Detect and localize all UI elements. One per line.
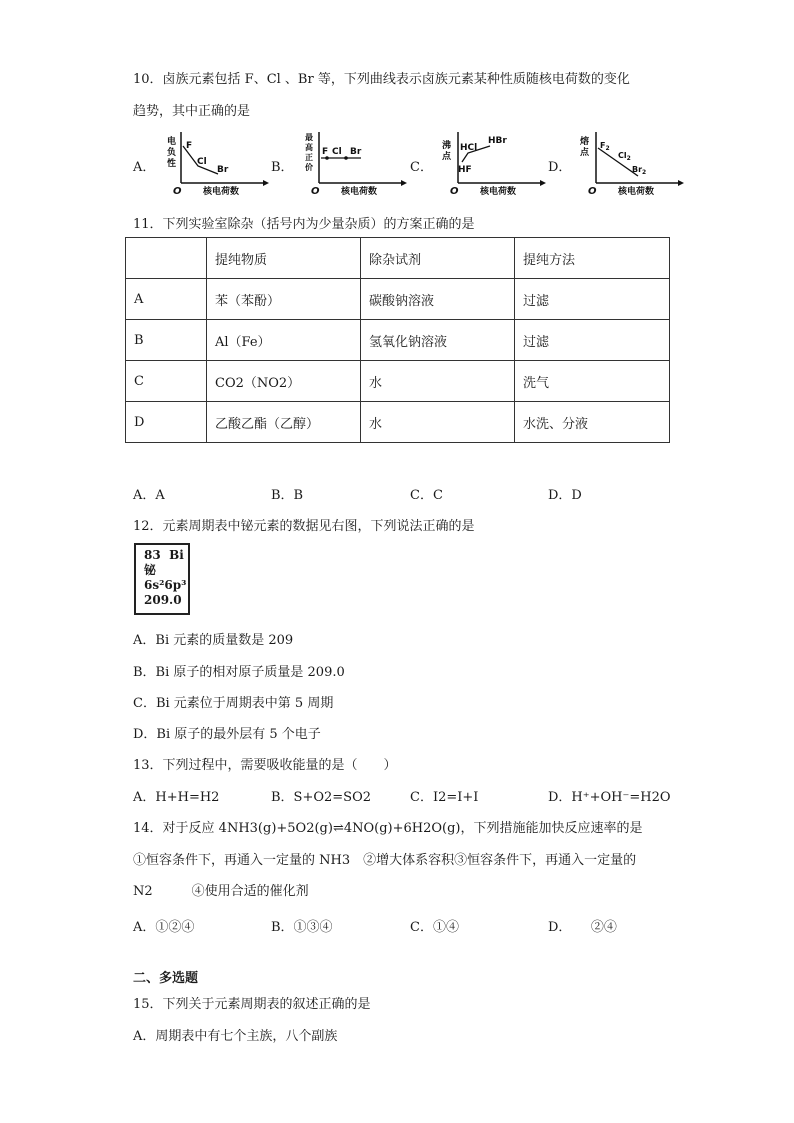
- y-axis-label-1: 电: [167, 137, 177, 147]
- header-cell: [126, 238, 207, 279]
- table-cell: D: [126, 402, 207, 443]
- element-card-top: [144, 548, 188, 563]
- point-label-cl: Cl: [197, 157, 207, 167]
- origin-label: O: [588, 186, 597, 197]
- q12-stem: 12．元素周期表中铋元素的数据见右图，下列说法正确的是: [133, 519, 475, 534]
- origin-label: O: [311, 186, 320, 197]
- q13-stem: 13．下列过程中，需要吸收能量的是（ ）: [133, 758, 397, 773]
- section-heading: 二、多选题: [133, 971, 199, 986]
- y-axis-label-3: 性: [167, 159, 177, 169]
- option-b[interactable]: B．B: [271, 488, 304, 503]
- table-row: [126, 320, 670, 361]
- option-c[interactable]: C．①④: [410, 920, 459, 935]
- q12-option-d[interactable]: D．Bi 原子的最外层有 5 个电子: [133, 727, 321, 742]
- table-cell: 过滤: [515, 279, 670, 320]
- table-cell: A: [126, 279, 207, 320]
- point-label-br: Br: [350, 147, 362, 157]
- table-cell: 碳酸钠溶液: [361, 279, 515, 320]
- option-d[interactable]: D．D: [548, 488, 582, 503]
- table-cell: 水: [361, 402, 515, 443]
- point-label-f: F: [322, 147, 329, 157]
- q14-conditions-line2: N2 ④使用合适的催化剂: [133, 884, 309, 899]
- x-axis-label: 核电荷数: [341, 187, 378, 197]
- y-axis-label-1: 最: [305, 133, 313, 142]
- q12-option-a[interactable]: A．Bi 元素的质量数是 209: [133, 633, 294, 648]
- table-cell: 过滤: [515, 320, 670, 361]
- option-letter: A．: [133, 160, 156, 175]
- q10-chart-a: [163, 128, 273, 198]
- table-cell: 氢氧化钠溶液: [361, 320, 515, 361]
- point-label-f2: $F_2$: [600, 141, 610, 152]
- option-d[interactable]: D． ②④: [548, 920, 617, 935]
- q14-conditions-line1: ①恒容条件下，再通入一定量的 NH3 ②增大体系容积③恒容条件下，再通入一定量的: [133, 853, 637, 868]
- element-name: 铋: [144, 563, 157, 577]
- table-row: [126, 279, 670, 320]
- element-symbol: Bi: [169, 548, 184, 562]
- table-cell: CO2（NO2）: [207, 361, 361, 402]
- point-label-br: Br: [217, 165, 229, 175]
- table-cell: Al（Fe）: [207, 320, 361, 361]
- table-row: [126, 361, 670, 402]
- origin-label: O: [450, 186, 459, 197]
- header-cell: 提纯方法: [515, 238, 670, 279]
- q14-stem: 14．对于反应 4NH3(g)+5O2(g)⇌4NO(g)+6H2O(g)，下列措施能加快反应速率的是: [133, 821, 643, 836]
- y-axis-label-1: 熔: [580, 137, 590, 147]
- option-d[interactable]: D．H⁺+OH⁻=H2O: [548, 790, 671, 805]
- point-label-cl: Cl: [332, 147, 342, 157]
- point-label-hcl: HCl: [460, 143, 478, 153]
- option-a[interactable]: A．H+H=H2: [133, 790, 220, 805]
- table-cell: 水: [361, 361, 515, 402]
- x-axis-label: 核电荷数: [203, 187, 240, 197]
- option-b[interactable]: B．①③④: [271, 920, 333, 935]
- table-cell: 洗气: [515, 361, 670, 402]
- q11-table: [125, 237, 670, 443]
- electron-config: 6s²6p³: [144, 578, 187, 592]
- table-row: [126, 402, 670, 443]
- x-axis-label: 核电荷数: [480, 187, 517, 197]
- point-label-hbr: HBr: [488, 136, 507, 146]
- q15-stem: 15．下列关于元素周期表的叙述正确的是: [133, 997, 371, 1012]
- q10-stem-line1: 10．卤族元素包括 F、Cl 、Br 等，下列曲线表示卤族元素某种性质随核电荷数的变化: [133, 72, 630, 87]
- option-letter: C．: [410, 160, 433, 175]
- element-card-bismuth: [134, 543, 190, 615]
- y-axis-label-2: 高: [305, 143, 313, 152]
- table-cell: B: [126, 320, 207, 361]
- option-b[interactable]: B．S+O2=SO2: [271, 790, 372, 805]
- q10-chart-d: [578, 128, 688, 198]
- table-cell: 水洗、分液: [515, 402, 670, 443]
- origin-label: O: [173, 186, 182, 197]
- q10-stem-line2: 趋势，其中正确的是: [133, 104, 251, 119]
- atomic-mass: 209.0: [144, 593, 182, 607]
- point-label-hf: HF: [458, 165, 472, 175]
- q10-chart-c: [440, 128, 550, 198]
- point-label-br2: $Br_2$: [632, 165, 647, 176]
- q12-option-c[interactable]: C．Bi 元素位于周期表中第 5 周期: [133, 696, 334, 711]
- option-c[interactable]: C．I2=I+I: [410, 790, 479, 805]
- y-axis-label-4: 价: [305, 163, 313, 172]
- option-letter: B．: [271, 160, 294, 175]
- option-a[interactable]: A．A: [133, 488, 165, 503]
- y-axis-label-2: 点: [580, 148, 590, 158]
- option-c[interactable]: C．C: [410, 488, 443, 503]
- y-axis-label-1: 沸: [442, 141, 452, 151]
- table-cell: 乙酸乙酯（乙醇）: [207, 402, 361, 443]
- atomic-number: 83: [144, 548, 161, 562]
- q11-stem: 11．下列实验室除杂（括号内为少量杂质）的方案正确的是: [133, 217, 475, 232]
- header-cell: 除杂试剂: [361, 238, 515, 279]
- table-cell: 苯（苯酚）: [207, 279, 361, 320]
- table-cell: C: [126, 361, 207, 402]
- q10-chart-b: [301, 128, 411, 198]
- y-axis-label-3: 正: [305, 153, 313, 162]
- x-axis-label: 核电荷数: [618, 187, 655, 197]
- q12-option-b[interactable]: B．Bi 原子的相对原子质量是 209.0: [133, 665, 345, 680]
- option-a[interactable]: A．①②④: [133, 920, 195, 935]
- option-letter: D．: [548, 160, 572, 175]
- y-axis-label-2: 负: [167, 148, 177, 158]
- y-axis-label-2: 点: [442, 152, 452, 162]
- q15-option-a[interactable]: A．周期表中有七个主族，八个副族: [133, 1029, 338, 1044]
- table-header-row: [126, 238, 670, 279]
- header-cell: 提纯物质: [207, 238, 361, 279]
- point-label-cl2: $Cl_2$: [618, 151, 631, 162]
- point-label-f: F: [186, 141, 193, 151]
